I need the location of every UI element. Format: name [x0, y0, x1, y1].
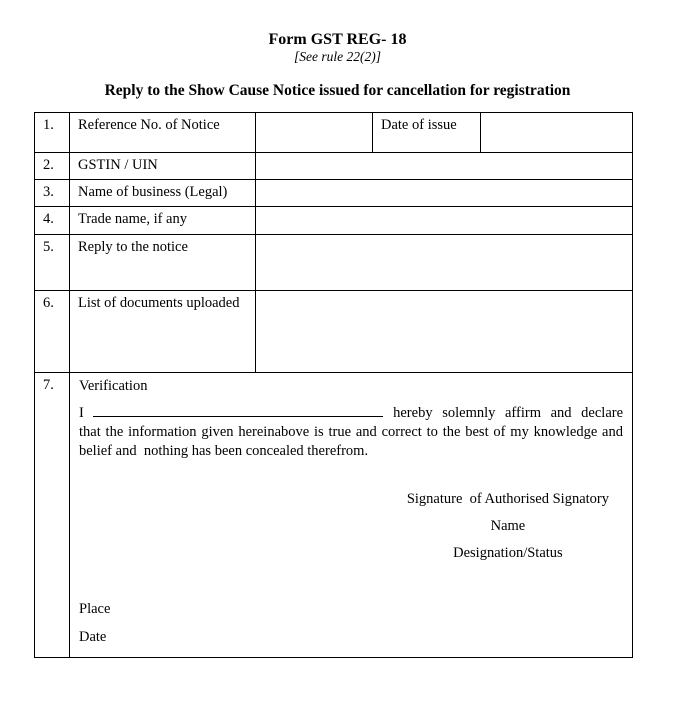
field-label-documents-uploaded: List of documents uploaded: [70, 291, 256, 373]
field-label-trade-name: Trade name, if any: [70, 207, 256, 235]
form-title: Form GST REG- 18: [268, 31, 407, 48]
rule-reference: [See rule 22(2)]: [294, 49, 381, 64]
verification-line-1-suffix: hereby solemnly affirm and declare: [393, 405, 624, 421]
form-heading: Reply to the Show Cause Notice issued for cancellation for registration: [104, 82, 571, 99]
verification-line-3: belief and nothing has been concealed therefrom.: [79, 443, 369, 459]
field-value-legal-name: [256, 180, 633, 207]
name-label: Name: [490, 518, 526, 534]
row-number: 6.: [35, 291, 70, 373]
verification-cell: [70, 373, 633, 658]
signature-block: [407, 492, 609, 561]
row-number: 3.: [35, 180, 70, 207]
verification-line-2: that the information given hereinabove is true and correct to the best of my knowledge and: [79, 424, 623, 440]
designation-status-label: Designation/Status: [453, 545, 563, 561]
place-label: Place: [79, 601, 111, 617]
signature-label: Signature of Authorised Signatory: [406, 491, 609, 507]
row-number: 1.: [35, 113, 70, 153]
table-row: [35, 180, 633, 207]
table-row: [35, 291, 633, 373]
table-row: [35, 235, 633, 291]
row-number: 4.: [35, 207, 70, 235]
row-number: 7.: [35, 373, 70, 658]
table-row: [35, 373, 633, 658]
form-header: [0, 30, 675, 100]
verification-title: Verification: [79, 378, 148, 394]
field-value-date-of-issue: [481, 113, 633, 153]
table-row: [35, 207, 633, 235]
field-value-gstin-uin: [256, 153, 633, 180]
field-label-gstin-uin: GSTIN / UIN: [70, 153, 256, 180]
verification-paragraph: [79, 404, 623, 461]
date-label: Date: [79, 629, 107, 645]
field-value-trade-name: [256, 207, 633, 235]
table-row: [35, 153, 633, 180]
field-value-reference-no: [256, 113, 373, 153]
signatory-name-blank-line: [93, 404, 383, 417]
field-label-reply-to-notice: Reply to the notice: [70, 235, 256, 291]
table-row: [35, 113, 633, 153]
verification-line-1: [79, 404, 623, 423]
field-label-legal-name: Name of business (Legal): [70, 180, 256, 207]
field-label-date-of-issue: Date of issue: [373, 113, 481, 153]
field-label-reference-no: Reference No. of Notice: [70, 113, 256, 153]
field-value-documents-uploaded: [256, 291, 633, 373]
row-number: 5.: [35, 235, 70, 291]
row-number: 2.: [35, 153, 70, 180]
field-value-reply-to-notice: [256, 235, 633, 291]
verification-line-1-prefix: I: [79, 405, 84, 421]
form-table: [34, 112, 633, 658]
